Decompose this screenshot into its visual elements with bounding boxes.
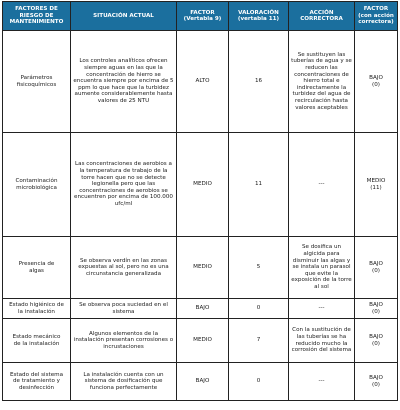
corrective-action-cell: Se dosifica un algicida para disminuir las algas y se instala un parasol que evite la exposición de la torre al sol (289, 237, 355, 299)
valuation-cell: 0 (229, 363, 289, 401)
header-situacion-actual: SITUACIÓN ACTUAL (71, 2, 177, 31)
factor-level-cell: ALTO (177, 31, 229, 133)
current-situation-cell: Se observa poca suciedad en el sistema (71, 299, 177, 319)
table-row (3, 319, 398, 363)
current-situation-cell: Los controles analíticos ofrecen siempre aguas en las que la concentración de hierro se encuentra siempre por encima de 5 ppm lo que hace que la turbidez aumente considerablemente hasta valores de 25 NTU (71, 31, 177, 133)
header-valoracion: VALORACIÓN (vertabla 11) (229, 2, 289, 31)
risk-factor-cell: Presencia de algas (3, 237, 71, 299)
corrected-factor-cell: BAJO (0) (355, 237, 398, 299)
factor-level-cell: MEDIO (177, 319, 229, 363)
current-situation-cell: Se observa verdín en las zonas expuestas al sol, pero no es una circunstancia generalizada (71, 237, 177, 299)
corrective-action-cell: --- (289, 299, 355, 319)
risk-factor-cell: Estado mecánico de la instalación (3, 319, 71, 363)
risk-factor-cell: Contaminación microbiológica (3, 133, 71, 237)
current-situation-cell: Algunos elementos de la instalación presentan corrosiones o incrustaciones (71, 319, 177, 363)
valuation-cell: 11 (229, 133, 289, 237)
table-row (3, 133, 398, 237)
table-row (3, 299, 398, 319)
risk-factors-table (2, 1, 398, 401)
current-situation-cell: Las concentraciones de aerobios a la temperatura de trabajo de la torre hacen que no se detecte legionella pero que las concentraciones de aerobios se encuentren por encima de 100.000 ufc/ml (71, 133, 177, 237)
corrective-action-cell: --- (289, 133, 355, 237)
valuation-cell: 16 (229, 31, 289, 133)
valuation-cell: 0 (229, 299, 289, 319)
corrected-factor-cell: BAJO (0) (355, 31, 398, 133)
risk-factor-cell: Estado del sistema de tratamiento y desinfección (3, 363, 71, 401)
factor-level-cell: BAJO (177, 363, 229, 401)
corrected-factor-cell: BAJO (0) (355, 363, 398, 401)
risk-factor-cell: Estado higiénico de la instalación (3, 299, 71, 319)
header-row (3, 2, 398, 31)
factor-level-cell: BAJO (177, 299, 229, 319)
corrected-factor-cell: BAJO (0) (355, 299, 398, 319)
table-row (3, 363, 398, 401)
factor-level-cell: MEDIO (177, 237, 229, 299)
valuation-cell: 7 (229, 319, 289, 363)
table-body (3, 31, 398, 401)
table-row (3, 31, 398, 133)
corrected-factor-cell: MEDIO (11) (355, 133, 398, 237)
table-row (3, 237, 398, 299)
corrected-factor-cell: BAJO (0) (355, 319, 398, 363)
risk-factor-cell: Parámetros fisicoquímicos (3, 31, 71, 133)
table-header (3, 2, 398, 31)
header-factores-riesgo: FACTORES DE RIESGO DE MANTENIMIENTO (3, 2, 71, 31)
valuation-cell: 5 (229, 237, 289, 299)
corrective-action-cell: Se sustituyen las tuberías de agua y se reducen las concentraciones de hierro total e indirectamente la turbidez del agua de recirculación hasta valores aceptables (289, 31, 355, 133)
factor-level-cell: MEDIO (177, 133, 229, 237)
header-factor-corregido: FACTOR (con acción correctora) (355, 2, 398, 31)
corrective-action-cell: Con la sustitución de las tuberías se ha reducido mucho la corrosión del sistema (289, 319, 355, 363)
current-situation-cell: La instalación cuenta con un sistema de dosificación que funciona perfectamente (71, 363, 177, 401)
corrective-action-cell: --- (289, 363, 355, 401)
header-factor-tabla9: FACTOR (Vertabla 9) (177, 2, 229, 31)
header-accion-correctora: ACCIÓN CORRECTORA (289, 2, 355, 31)
